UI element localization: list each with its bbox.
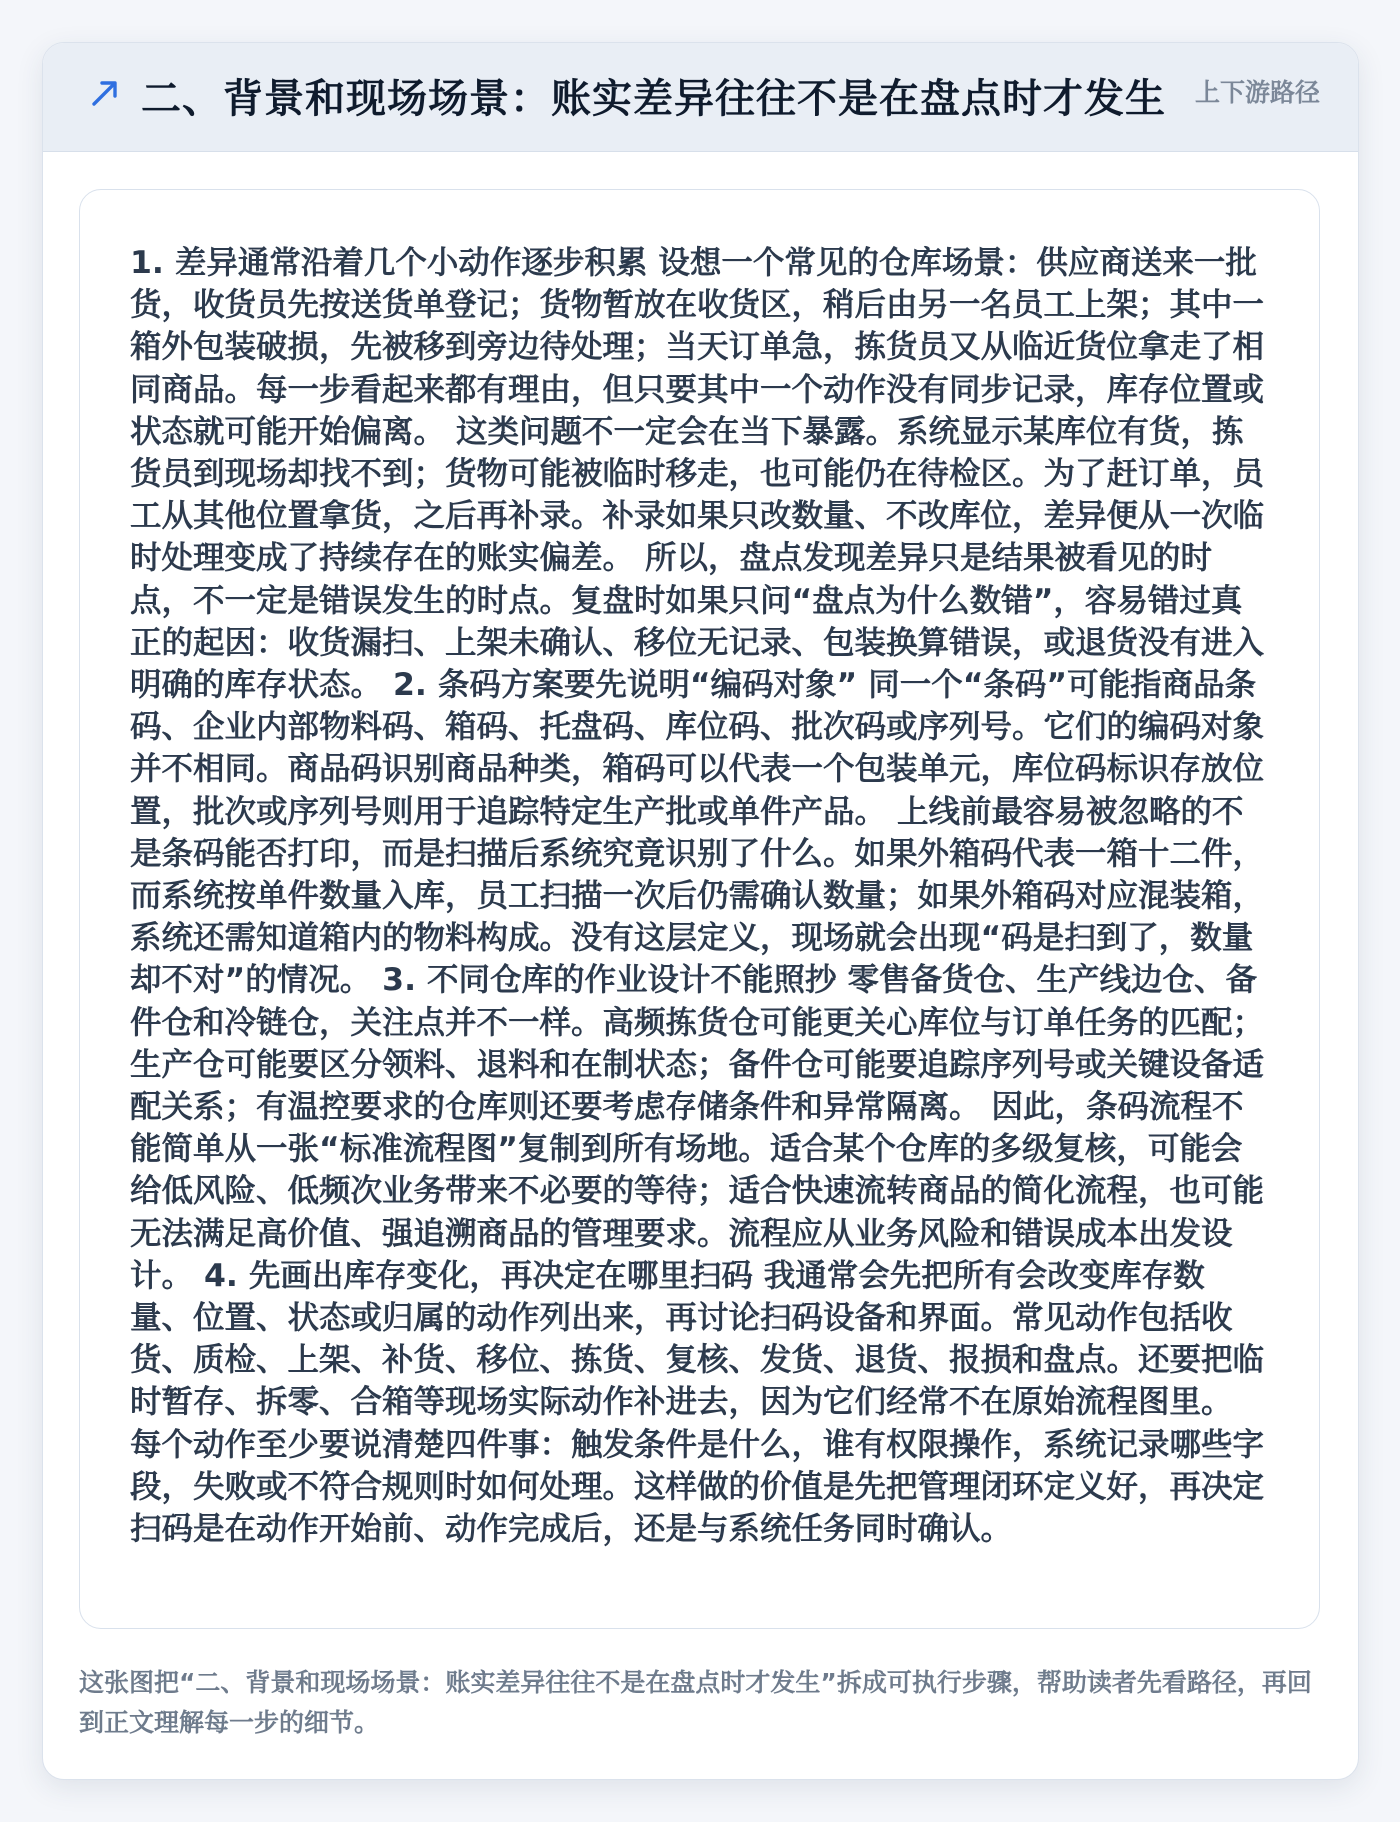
page-title: 二、背景和现场场景：账实差异往往不是在盘点时才发生: [141, 76, 1166, 122]
path-label: 上下游路径: [1194, 78, 1320, 107]
arrow-up-right-icon: [85, 73, 125, 113]
content-card: [42, 42, 1359, 1780]
content-box: [79, 189, 1320, 1629]
figure-caption: 这张图把“二、背景和现场场景：账实差异往往不是在盘点时才发生”拆成可执行步骤，帮助读者先看路径，再回到正文理解每一步的细节。: [79, 1668, 1312, 1737]
body-text: 1. 差异通常沿着几个小动作逐步积累 设想一个常见的仓库场景：供应商送来一批货，收货员先按送货单登记；货物暂放在收货区，稍后由另一名员工上架；其中一箱外包装破损，先被移到旁边待处理；当天订单急，拣货员又从临近货位拿走了相同商品。每一步看起来都有理由，但只要其中一个动作没有同步记录，库存位置或状态就可能开始偏离。 这类问题不一定会在当下暴露。系统显示某库位有货，拣货员到现场却找不到；货物可能被临时移走，也可能仍在待检区。为了赶订单，员工从其他位置拿货，之后再补录。补录如果只改数量、不改库位，差异便从一次临时处理变成了持续存在的账实偏差。 所以，盘点发现差异只是结果被看见的时点，不一定是错误发生的时点。复盘时如果只问“盘点为什么数错”，容易错过真正的起因：收货漏扫、上架未确认、移位无记录、包装换算错误，或退货没有进入明确的库存状态。 2. 条码方案要先说明“编码对象” 同一个“条码”可能指商品条码、企业内部物料码、箱码、托盘码、库位码、批次码或序列号。它们的编码对象并不相同。商品码识别商品种类，箱码可以代表一个包装单元，库位码标识存放位置，批次或序列号则用于追踪特定生产批或单件产品。 上线前最容易被忽略的不是条码能否打印，而是扫描后系统究竟识别了什么。如果外箱码代表一箱十二件，而系统按单件数量入库，员工扫描一次后仍需确认数量；如果外箱码对应混装箱，系统还需知道箱内的物料构成。没有这层定义，现场就会出现“码是扫到了，数量却不对”的情况。 3. 不同仓库的作业设计不能照抄 零售备货仓、生产线边仓、备件仓和冷链仓，关注点并不一样。高频拣货仓可能更关心库位与订单任务的匹配；生产仓可能要区分领料、退料和在制状态；备件仓可能要追踪序列号或关键设备适配关系；有温控要求的仓库则还要考虑存储条件和异常隔离。 因此，条码流程不能简单从一张“标准流程图”复制到所有场地。适合某个仓库的多级复核，可能会给低风险、低频次业务带来不必要的等待；适合快速流转商品的简化流程，也可能无法满足高价值、强追溯商品的管理要求。流程应从业务风险和错误成本出发设计。 4. 先画出库存变化，再决定在哪里扫码 我通常会先把所有会改变库存数量、位置、状态或归属的动作列出来，再讨论扫码设备和界面。常见动作包括收货、质检、上架、补货、移位、拣货、复核、发货、退货、报损和盘点。还要把临时暂存、拆零、合箱等现场实际动作补进去，因为它们经常不在原始流程图里。 每个动作至少要说清楚四件事：触发条件是什么，谁有权限操作，系统记录哪些字段，失败或不符合规则时如何处理。这样做的价值是先把管理闭环定义好，再决定扫码是在动作开始前、动作完成后，还是与系统任务同时确认。: [130, 245, 1265, 1548]
card-header: [43, 43, 1358, 152]
